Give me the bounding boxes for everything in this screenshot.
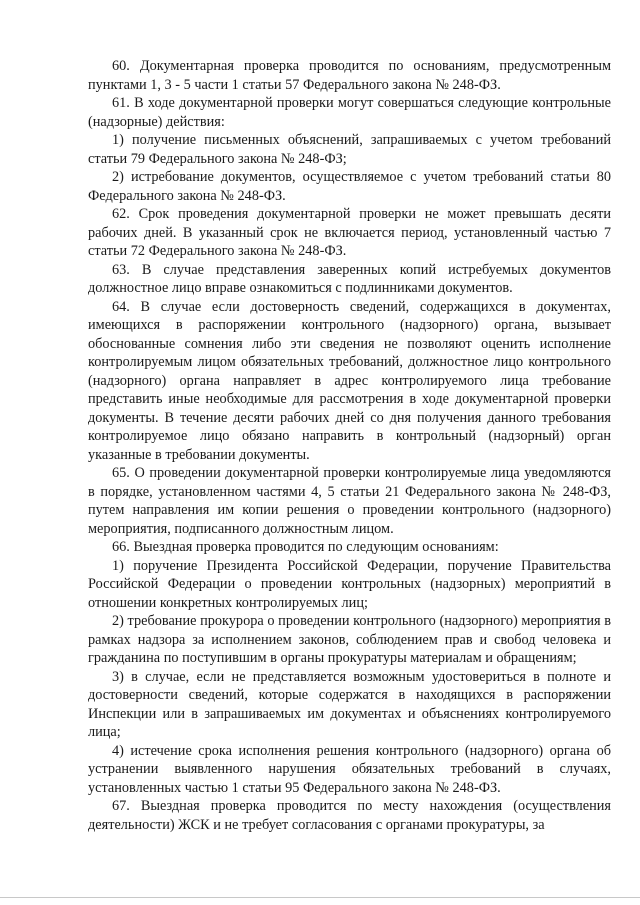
paragraph-67: 67. Выездная проверка проводится по месту нахождения (осуществления деятельности) ЖСК и не требует согласования с органами прокуратуры, за	[88, 798, 611, 833]
paragraph-61-item-1: 1) получение письменных объяснений, запрашиваемых с учетом требований статьи 79 Федерального закона № 248-ФЗ;	[88, 132, 611, 167]
paragraph-64: 64. В случае если достоверность сведений, содержащихся в документах, имеющихся в распоряжении контрольного (надзорного) органа, вызывает обоснованные сомнения либо эти сведения не позволяют оценить исполнение контролируемым лицом обязательных требований, должностное лицо контрольного (надзорного) органа направляет в адрес контролируемого лица требование представить иные необходимые для рассмотрения в ходе документарной проверки документы. В течение десяти рабочих дней со дня получения данного требования контролируемое лицо обязано направить в контрольный (надзорный) орган указанные в требовании документы.	[88, 298, 611, 463]
scan-edge-line	[0, 897, 640, 898]
paragraph-61: 61. В ходе документарной проверки могут совершаться следующие контрольные (надзорные) действия:	[88, 95, 611, 130]
paragraph-61-item-2: 2) истребование документов, осуществляемое с учетом требований статьи 80 Федерального закона № 248-ФЗ.	[88, 169, 611, 204]
paragraph-60: 60. Документарная проверка проводится по основаниям, предусмотренным пунктами 1, 3 - 5 части 1 статьи 57 Федерального закона № 248-ФЗ.	[88, 58, 611, 93]
document-body	[88, 57, 611, 834]
paragraph-62: 62. Срок проведения документарной проверки не может превышать десяти рабочих дней. В указанный срок не включается период, установленный частью 7 статьи 72 Федерального закона № 248-ФЗ.	[88, 206, 611, 259]
paragraph-66-item-4: 4) истечение срока исполнения решения контрольного (надзорного) органа об устранении выявленного нарушения обязательных требований в случаях, установленных частью 1 статьи 95 Федерального закона № 248-ФЗ.	[88, 742, 611, 796]
paragraph-65: 65. О проведении документарной проверки контролируемые лица уведомляются в порядке, установленном частями 4, 5 статьи 21 Федерального закона № 248-ФЗ, путем направления им копии решения о проведении контрольного (надзорного) мероприятия, подписанного должностным лицом.	[88, 465, 611, 537]
paragraph-66-item-1: 1) поручение Президента Российской Федерации, поручение Правительства Российской Федерации о проведении контрольных (надзорных) мероприятий в отношении конкретных контролируемых лиц;	[88, 557, 611, 611]
paragraph-63: 63. В случае представления заверенных копий истребуемых документов должностное лицо вправе ознакомиться с подлинниками документов.	[88, 261, 611, 296]
paragraph-66-item-3: 3) в случае, если не представляется возможным удостовериться в полноте и достоверности сведений, которые содержатся в находящихся в распоряжении Инспекции или в запрашиваемых им документах и объяснениях контролируемого лица;	[88, 668, 611, 740]
paragraph-66: 66. Выездная проверка проводится по следующим основаниям:	[112, 539, 499, 555]
paragraph-66-item-2: 2) требование прокурора о проведении контрольного (надзорного) мероприятия в рамках надзора за исполнением законов, соблюдением прав и свобод человека и гражданина по поступившим в органы прокуратуры материалам и обращениям;	[88, 613, 611, 666]
